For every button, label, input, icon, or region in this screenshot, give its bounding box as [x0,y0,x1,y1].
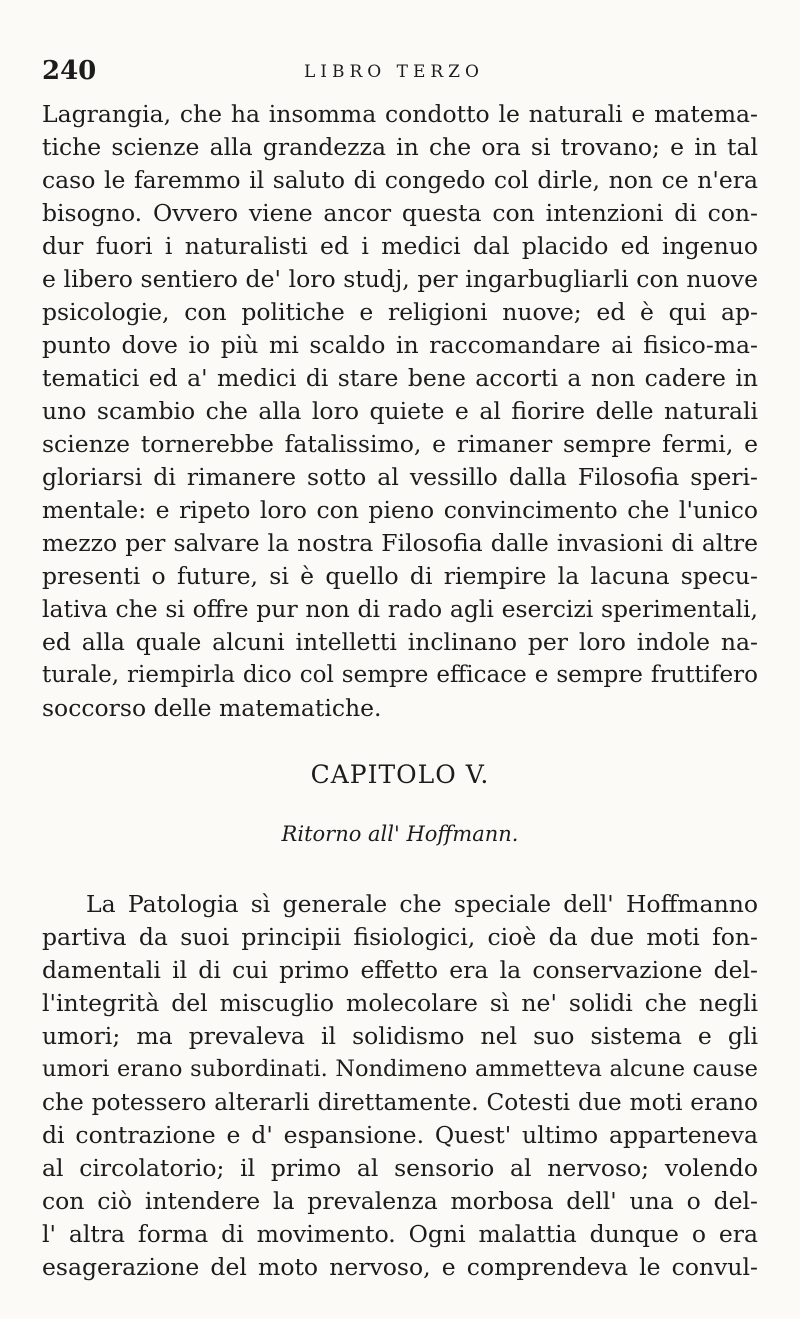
text-line: mezzo per salvare la nostra Filosofia dalle invasioni di altre [42,529,758,557]
paragraph-lagrangia [42,98,758,725]
text-line: La Patologia sì generale che speciale dell' Hoffmanno [86,890,758,918]
page-number: 240 [42,56,97,86]
text-line: umori erano subordinati. Nondimeno ammetteva alcune cause [42,1056,758,1082]
text-line: al circolatorio; il primo al sensorio al nervoso; volendo [42,1154,758,1182]
text-line: soccorso delle matematiche. [42,694,382,722]
text-line: tematici ed a' medici di stare bene accorti a non cadere in [42,364,758,392]
text-line: caso le faremmo il saluto di congedo col dirle, non ce n'era [42,166,758,194]
text-line: presenti o future, si è quello di riempire la lacuna specu- [42,562,758,590]
text-line: di contrazione e d' espansione. Quest' ultimo apparteneva [42,1121,758,1149]
chapter-heading: CAPITOLO V. [310,760,490,789]
text-line: bisogno. Ovvero viene ancor questa con intenzioni di con- [42,199,758,227]
paragraph-patologia [42,888,758,1284]
text-line: e libero sentiero de' loro studj, per ingarbugliarli con nuove [42,265,758,293]
text-line: Lagrangia, che ha insomma condotto le naturali e matema- [42,100,758,128]
text-line: l' altra forma di movimento. Ogni malattia dunque o era [42,1220,758,1248]
text-line: psicologie, con politiche e religioni nuove; ed è qui ap- [42,298,758,326]
text-line: con ciò intendere la prevalenza morbosa dell' una o del- [42,1187,758,1215]
text-line: tiche scienze alla grandezza in che ora si trovano; e in tal [42,133,758,161]
text-line: damentali il di cui primo effetto era la conservazione del- [42,956,758,984]
text-line: turale, riempirla dico col sempre efficace e sempre fruttifero [42,662,758,688]
text-line: mentale: e ripeto loro con pieno convincimento che l'unico [42,496,758,524]
text-line: scienze tornerebbe fatalissimo, e rimaner sempre fermi, e [42,430,758,458]
text-line: uno scambio che alla loro quiete e al fiorire delle naturali [42,397,758,425]
running-head [42,56,758,92]
text-line: umori; ma prevaleva il solidismo nel suo sistema e gli [42,1022,758,1050]
text-line: ed alla quale alcuni intelletti inclinano per loro indole na- [42,628,758,656]
text-line: lativa che si offre pur non di rado agli esercizi sperimentali, [42,595,758,623]
text-line: partiva da suoi principii fisiologici, cioè da due moti fon- [42,923,758,951]
running-title: LIBRO TERZO [304,62,484,82]
text-line: esagerazione del moto nervoso, e comprendeva le convul- [42,1253,758,1281]
text-line: dur fuori i naturalisti ed i medici dal placido ed ingenuo [42,232,758,260]
text-line: che potessero alterarli direttamente. Cotesti due moti erano [42,1089,758,1116]
text-line: punto dove io più mi scaldo in raccomandare ai fisico-ma- [42,331,758,359]
text-line: l'integrità del miscuglio molecolare sì ne' solidi che negli [42,989,758,1017]
chapter-subtitle: Ritorno all' Hoffmann. [281,822,519,846]
text-line: gloriarsi di rimanere sotto al vessillo dalla Filosofia speri- [42,463,758,491]
